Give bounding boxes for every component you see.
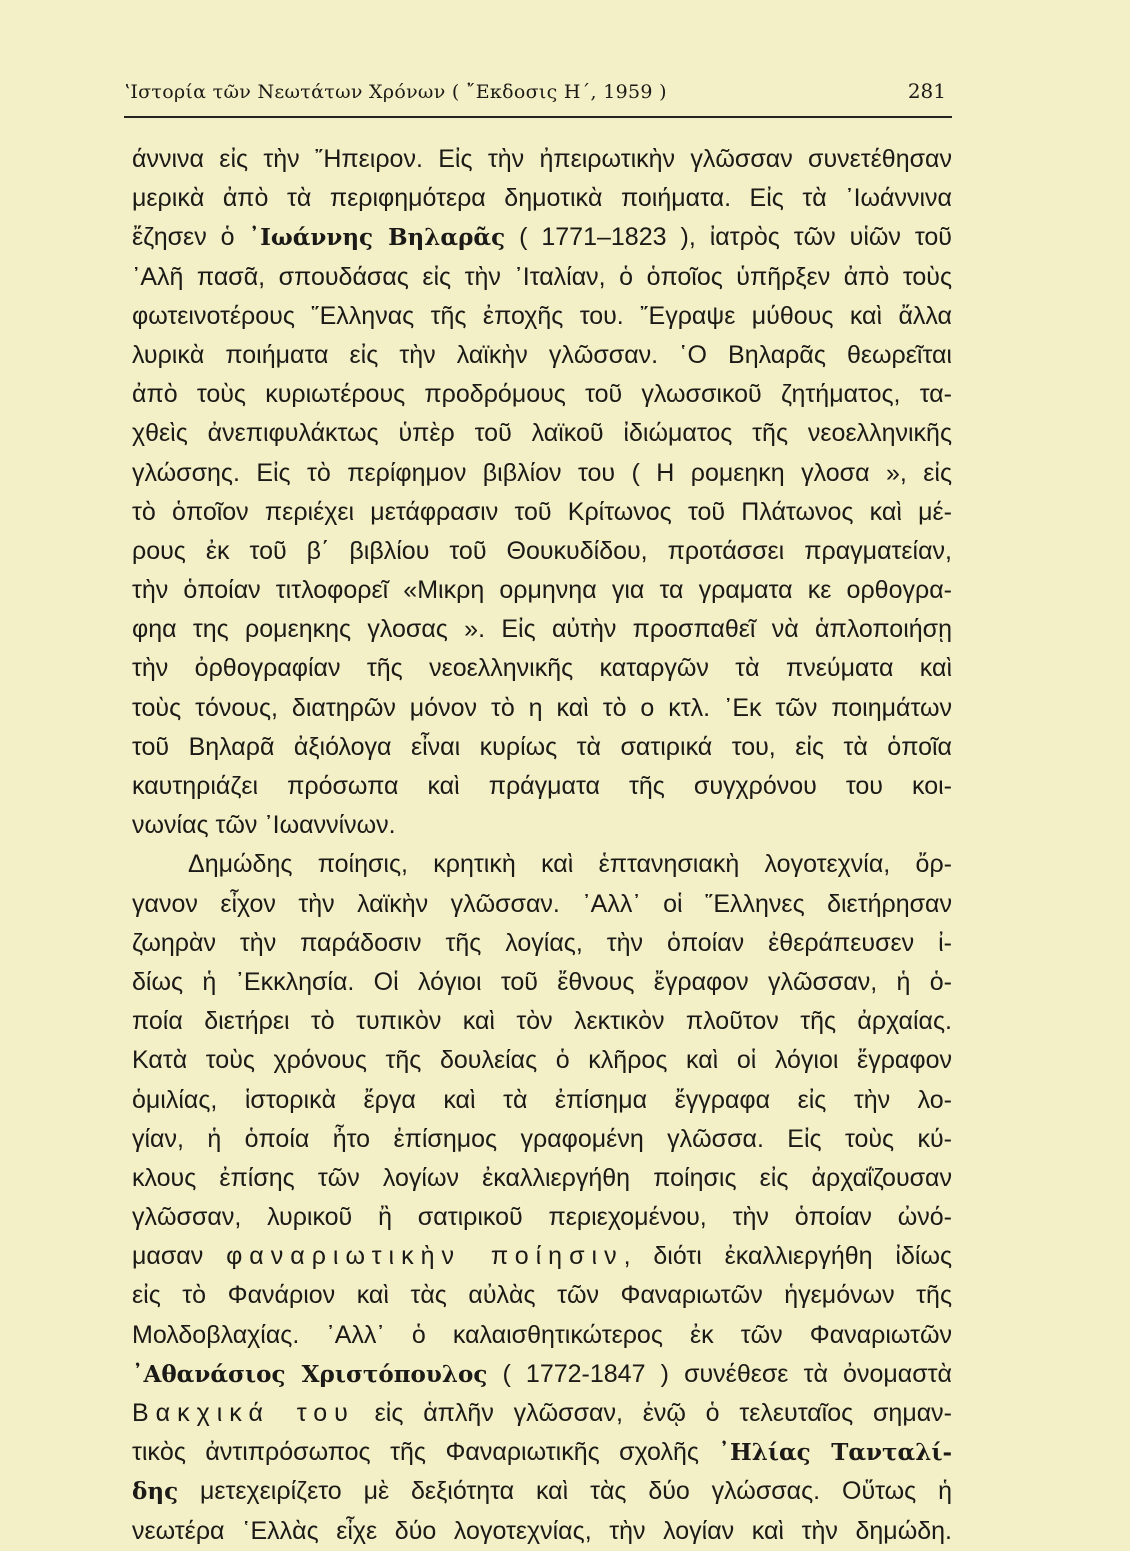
text-run: Κατὰ τοὺς χρόνους τῆς δουλείας ὁ κλῆρος καὶ οἱ λόγιοι ἔγραφον bbox=[132, 1046, 952, 1075]
text-line bbox=[132, 414, 952, 453]
text-line bbox=[132, 454, 952, 493]
page-number: 281 bbox=[907, 79, 946, 103]
text-line bbox=[132, 1316, 952, 1355]
header-title: ʽΙστορία τῶν Νεωτάτων Χρόνων ( ῎Εκδοσις Η΄, 1959 ) bbox=[124, 81, 667, 103]
text-line bbox=[132, 1276, 952, 1315]
running-header bbox=[124, 73, 952, 123]
text-line bbox=[132, 689, 952, 728]
text-line bbox=[132, 1394, 952, 1433]
text-run: ( 1771–1823 ), ἰατρὸς τῶν υἱῶν τοῦ bbox=[505, 223, 952, 252]
text-run: ἔζησεν ὁ bbox=[132, 223, 249, 252]
text-line bbox=[132, 1081, 952, 1120]
text-run: τοὺς τόνους, διατηρῶν μόνον τὸ η καὶ τὸ ο κτλ. ᾿Εκ τῶν ποιημάτων bbox=[132, 693, 952, 722]
text-run: ἀπὸ τοὺς κυριωτέρους προδρόμους τοῦ γλωσσικοῦ ζητήματος, τα- bbox=[132, 380, 952, 409]
text-line bbox=[132, 1041, 952, 1080]
text-line bbox=[132, 1433, 952, 1472]
text-line bbox=[132, 218, 952, 257]
text-run: δίως ἡ ᾿Εκκλησία. Οἱ λόγιοι τοῦ ἔθνους ἔγραφον γλῶσσαν, ἡ ὁ- bbox=[132, 967, 952, 996]
text-run: Δημώδης ποίησις, κρητικὴ καὶ ἑπτανησιακὴ λογοτεχνία, ὄρ- bbox=[188, 850, 952, 879]
text-run: τὴν ὀρθογραφίαν τῆς νεοελληνικῆς καταργῶν τὰ πνεύματα καὶ bbox=[132, 654, 952, 683]
text-line bbox=[132, 336, 952, 375]
text-run: νεωτέρα ῾Ελλὰς εἶχε δύο λογοτεχνίας, τὴν λογίαν καὶ τὴν δημώδη. bbox=[132, 1516, 952, 1545]
text-line bbox=[132, 1002, 952, 1041]
text-run: , διότι ἐκαλλιεργήθη ἰδίως bbox=[623, 1242, 953, 1271]
text-line bbox=[132, 610, 952, 649]
text-run: τὸ ὁποῖον περιέχει μετάφρασιν τοῦ Κρίτωνος τοῦ Πλάτωνος καὶ μέ- bbox=[132, 497, 952, 526]
text-run: φωτεινοτέρους ῞Ελληνας τῆς ἐποχῆς του. ῎Εγραψε μύθους καὶ ἄλλα bbox=[132, 301, 952, 330]
text-line bbox=[132, 493, 952, 532]
text-line bbox=[132, 845, 952, 884]
bold-name: ᾿Ηλίας Τανταλί- bbox=[718, 1439, 952, 1467]
text-line bbox=[132, 1355, 952, 1394]
text-run: ᾿Αλῆ πασᾶ, σπουδάσας εἰς τὴν ᾿Ιταλίαν, ὁ ὁποῖος ὑπῆρξεν ἀπὸ τοὺς bbox=[132, 262, 952, 291]
text-line bbox=[132, 140, 952, 179]
text-run: εἰς ἁπλῆν γλῶσσαν, ἐνῷ ὁ τελευταῖος σημαν- bbox=[354, 1399, 953, 1427]
text-run: φηα της ρομεηκης γλοσας ». Εἰς αὐτὴν προσπαθεῖ νὰ ἁπλοποιήσῃ bbox=[132, 615, 952, 644]
text-run: άννινα εἰς τὴν ῎Ηπειρον. Εἰς τὴν ἠπειρωτικὴν γλῶσσαν συνετέθησαν bbox=[132, 145, 952, 173]
text-run: μασαν bbox=[132, 1242, 227, 1271]
text-run: τικὸς ἀντιπρόσωπος τῆς Φαναριωτικῆς σχολῆς bbox=[132, 1438, 719, 1467]
text-run: γίαν, ἡ ὁποία ἦτο ἐπίσημος γραφομένη γλῶσσα. Εἰς τοὺς κύ- bbox=[132, 1124, 952, 1153]
text-line bbox=[132, 1120, 952, 1159]
bold-name: ᾿Ιωάννης Βηλαρᾶς bbox=[248, 224, 506, 252]
text-run: ρους ἐκ τοῦ β΄ βιβλίου τοῦ Θουκυδίδου, προτάσσει πραγματείαν, bbox=[132, 536, 952, 565]
text-line bbox=[132, 767, 952, 806]
text-run: γλῶσσαν, λυρικοῦ ἢ σατιρικοῦ περιεχομένου, τὴν ὁποίαν ὠνό- bbox=[132, 1203, 952, 1232]
text-line bbox=[132, 1472, 952, 1511]
bold-name: δης bbox=[132, 1478, 179, 1506]
bold-name: ᾿Αθανάσιος Χριστόπουλος bbox=[132, 1360, 488, 1388]
text-line bbox=[132, 258, 952, 297]
text-line bbox=[132, 1237, 952, 1276]
text-line bbox=[132, 571, 952, 610]
spaced-emphasis: φαναριωτικὴν ποίησιν bbox=[226, 1242, 624, 1271]
text-line bbox=[132, 728, 952, 767]
text-line bbox=[132, 963, 952, 1002]
text-run: τοῦ Βηλαρᾶ ἀξιόλογα εἶναι κυρίως τὰ σατιρικά του, εἰς τὰ ὁποῖα bbox=[132, 732, 952, 761]
body-text bbox=[132, 140, 952, 1551]
spaced-emphasis: Βακχικά του bbox=[132, 1399, 355, 1427]
text-line bbox=[132, 806, 952, 845]
text-run: ὁμιλίας, ἱστορικὰ ἔργα καὶ τὰ ἐπίσημα ἔγγραφα εἰς τὴν λο- bbox=[132, 1085, 952, 1114]
text-run: γλώσσης. Εἰς τὸ περίφημον βιβλίον του ( Η ρομεηκη γλοσα », εἰς bbox=[132, 458, 952, 487]
text-run: νωνίας τῶν ᾿Ιωαννίνων. bbox=[132, 811, 396, 840]
text-run: τὴν ὁποίαν τιτλοφορεῖ «Μικρη ορμηνηα για τα γραματα κε ορθογρα- bbox=[132, 576, 952, 605]
text-run: ( 1772-1847 ) συνέθεσε τὰ ὀνομαστὰ bbox=[487, 1359, 952, 1388]
text-run: γανον εἶχον τὴν λαϊκὴν γλῶσσαν. ᾿Αλλ᾿ οἱ ῞Ελληνες διετήρησαν bbox=[132, 889, 952, 918]
text-line bbox=[132, 1159, 952, 1198]
text-run: καυτηριάζει πρόσωπα καὶ πράγματα τῆς συγχρόνου του κοι- bbox=[132, 772, 952, 800]
text-run: κλους ἐπίσης τῶν λογίων ἐκαλλιεργήθη ποίησις εἰς ἀρχαΐζουσαν bbox=[132, 1163, 952, 1192]
header-rule bbox=[124, 116, 952, 118]
text-line bbox=[132, 649, 952, 688]
text-line bbox=[132, 885, 952, 924]
text-run: χθεὶς ἀνεπιφυλάκτως ὑπὲρ τοῦ λαϊκοῦ ἰδιώματος τῆς νεοελληνικῆς bbox=[132, 419, 952, 448]
text-line bbox=[132, 1512, 952, 1551]
text-run: ζωηρὰν τὴν παράδοσιν τῆς λογίας, τὴν ὁποίαν ἐθεράπευσεν ἰ- bbox=[132, 928, 952, 957]
text-line bbox=[132, 532, 952, 571]
text-run: εἰς τὸ Φανάριον καὶ τὰς αὐλὰς τῶν Φαναριωτῶν ἡγεμόνων τῆς bbox=[132, 1281, 952, 1310]
text-line bbox=[132, 1198, 952, 1237]
text-run: λυρικὰ ποιήματα εἰς τὴν λαϊκὴν γλῶσσαν. ῾Ο Βηλαρᾶς θεωρεῖται bbox=[132, 340, 952, 369]
text-run: μερικὰ ἀπὸ τὰ περιφημότερα δημοτικὰ ποιήματα. Εἰς τὰ ᾿Ιωάννινα bbox=[132, 184, 952, 213]
text-line bbox=[132, 375, 952, 414]
text-line bbox=[132, 179, 952, 218]
text-line bbox=[132, 924, 952, 963]
text-run: ποία διετήρει τὸ τυπικὸν καὶ τὸν λεκτικὸν πλοῦτον τῆς ἀρχαίας. bbox=[132, 1007, 952, 1036]
text-run: μετεχειρίζετο μὲ δεξιότητα καὶ τὰς δύο γλώσσας. Οὕτως ἡ bbox=[178, 1477, 952, 1506]
text-run: Μολδοβλαχίας. ᾿Αλλ᾿ ὁ καλαισθητικώτερος ἐκ τῶν Φαναριωτῶν bbox=[132, 1320, 952, 1349]
text-line bbox=[132, 297, 952, 336]
